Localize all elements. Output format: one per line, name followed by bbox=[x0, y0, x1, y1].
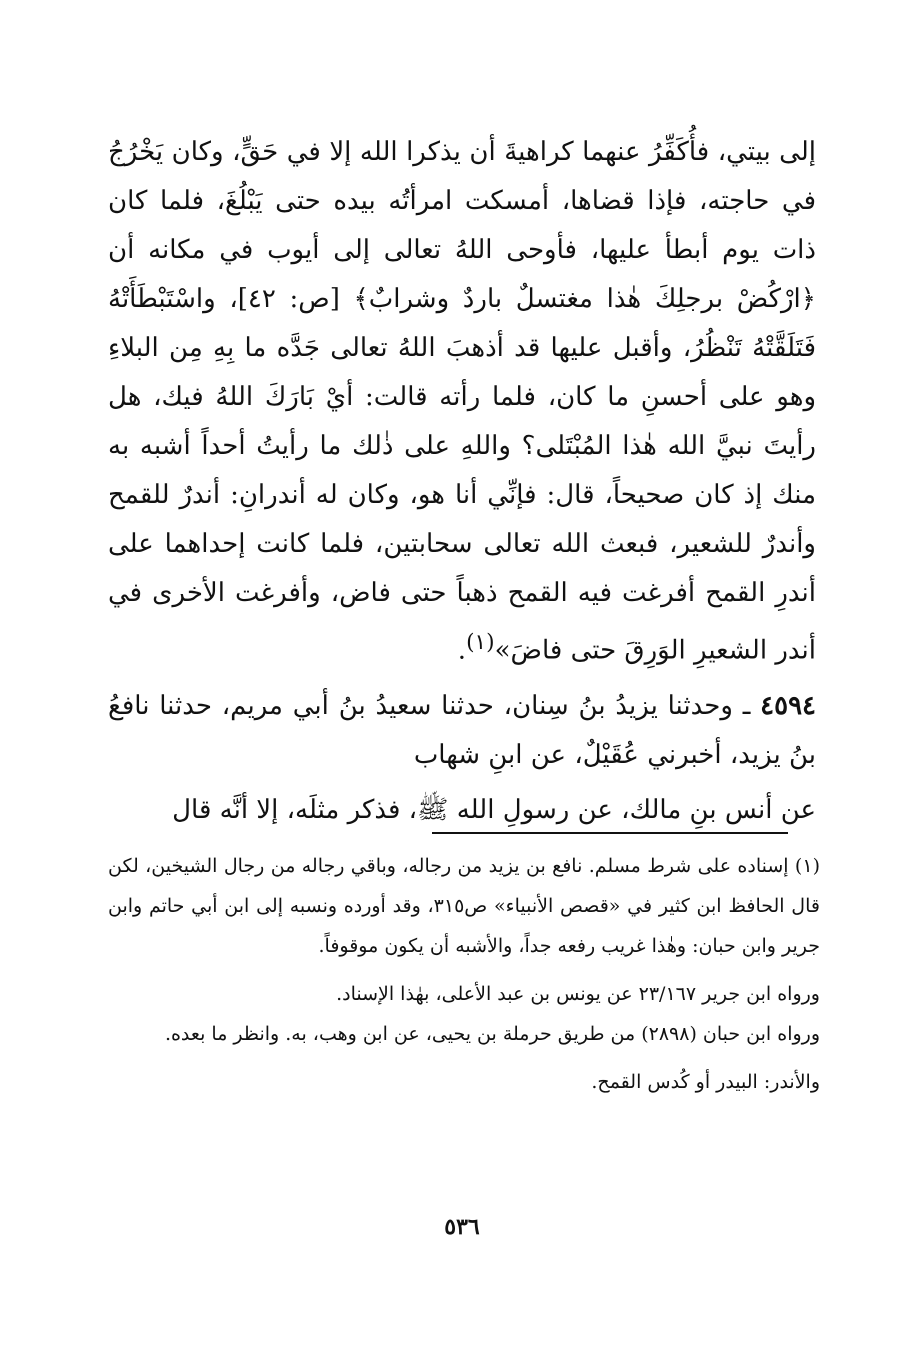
footnote: والأندر: البيدر أو كُدس القمح. bbox=[591, 1071, 820, 1093]
footnotes bbox=[108, 846, 820, 1102]
main-text bbox=[108, 128, 816, 835]
page-number: ٥٣٦ bbox=[444, 1214, 480, 1240]
paragraph: عن أنس بنِ مالك، عن رسولِ الله ﷺ، فذكر مثلَه، إلا أنَّه قال bbox=[172, 794, 816, 825]
footnote: ورواه ابن حبان (٢٨٩٨) من طريق حرملة بن يحيى، عن ابن وهب، به. وانظر ما بعده. bbox=[164, 1023, 820, 1045]
paragraph: إلى بيتي، فأُكَفِّرُ عنهما كراهيةَ أن يذكرا الله إلا في حَقٍّ، وكان يَخْرُجُ في حاجته، فإذا قضاها، أمسكت امرأتُه بيده حتى يَبْلُغَ، فلما كان ذات يوم أبطأ عليها، فأوحى اللهُ تعالى إلى أيوب في مكانه أن ﴿ارْكُضْ برجلِكَ هٰذا مغتسلٌ باردٌ وشرابٌ﴾ [ص: ٤٢]، واسْتَبْطَأَتْهُ فَتَلَقَّتْهُ تَنْظُرُ، وأقبل عليها قد أذهبَ اللهُ تعالى جَدَّه ما بِهِ مِن البلاءِ وهو على أحسنِ ما كان، فلما رأته قالت: أيْ بَارَكَ اللهُ فيك، هل رأيتَ نبيَّ الله هٰذا المُبْتَلى؟ واللهِ على ذٰلك ما رأيتُ أحداً أشبه به منك إذ كان صحيحاً، قال: فإنِّي أنا هو، وكان له أندرانِ: أندرٌ للقمح وأندرٌ للشعير، فبعث الله تعالى سحابتين، فلما كانت إحداهما على أندرِ القمح أفرغت فيه القمح ذهباً حتى فاض، وأفرغت الأخرى في أندر الشعيرِ الوَرِقَ حتى فاضَ»$^{(١)}$. bbox=[108, 137, 816, 666]
paragraph-text: إلى بيتي، فأُكَفِّرُ عنهما كراهيةَ أن يذكرا الله إلا في حَقٍّ، وكان يَخْرُجُ في حاجته، فإذا قضاها، أمسكت امرأتُه بيده حتى يَبْلُغَ، فلما كان ذات يوم أبطأ عليها، فأوحى اللهُ تعالى إلى أيوب في مكانه أن ﴿ارْكُضْ برجلِكَ هٰذا مغتسلٌ باردٌ وشرابٌ﴾ [ص: ٤٢]، واسْتَبْطَأَتْهُ فَتَلَقَّتْهُ تَنْظُرُ، وأقبل عليها قد أذهبَ اللهُ تعالى جَدَّه ما بِهِ مِن البلاءِ وهو على أحسنِ ما كان، فلما رأته قالت: أيْ بَارَكَ اللهُ فيك، هل رأيتَ نبيَّ الله هٰذا المُبْتَلى؟ واللهِ على ذٰلك ما رأيتُ أحداً أشبه به منك إذ كان صحيحاً، قال: فإنِّي أنا هو، وكان له أندرانِ: أندرٌ للقمح وأندرٌ للشعير، فبعث الله تعالى سحابتين، فلما كانت إحداهما على أندرِ القمح أفرغت فيه القمح ذهباً حتى فاض، وأفرغت الأخرى في أندر الشعيرِ الوَرِقَ حتى فاضَ» bbox=[108, 137, 816, 666]
footnote: (١) إسناده على شرط مسلم. نافع بن يزيد من رجاله، وباقي رجاله من رجال الشيخين، لكن قال الحافظ ابن كثير في «قصص الأنبياء» ص٣١٥، وقد أورده ونسبه إلى ابن أبي حاتم وابن جرير وابن حبان: وهٰذا غريب رفعه جداً، والأشبه أن يكون موقوفاً. bbox=[108, 855, 820, 957]
footnote: ورواه ابن جرير ٢٣/١٦٧ عن يونس بن عبد الأعلى، بهٰذا الإسناد. bbox=[336, 983, 820, 1005]
hadith-paragraph bbox=[108, 682, 816, 780]
footnote-reference: (١) bbox=[466, 630, 495, 655]
isnad-text: ـ وحدثنا يزيدُ بنُ سِنان، حدثنا سعيدُ بنُ أبي مريم، حدثنا نافعُ بنُ يزيد، أخبرني عُقَيْلٌ، عن ابنِ شهاب bbox=[108, 690, 816, 770]
hadith-number: ٤٥٩٤ bbox=[760, 690, 816, 721]
footnote-separator bbox=[432, 832, 788, 834]
